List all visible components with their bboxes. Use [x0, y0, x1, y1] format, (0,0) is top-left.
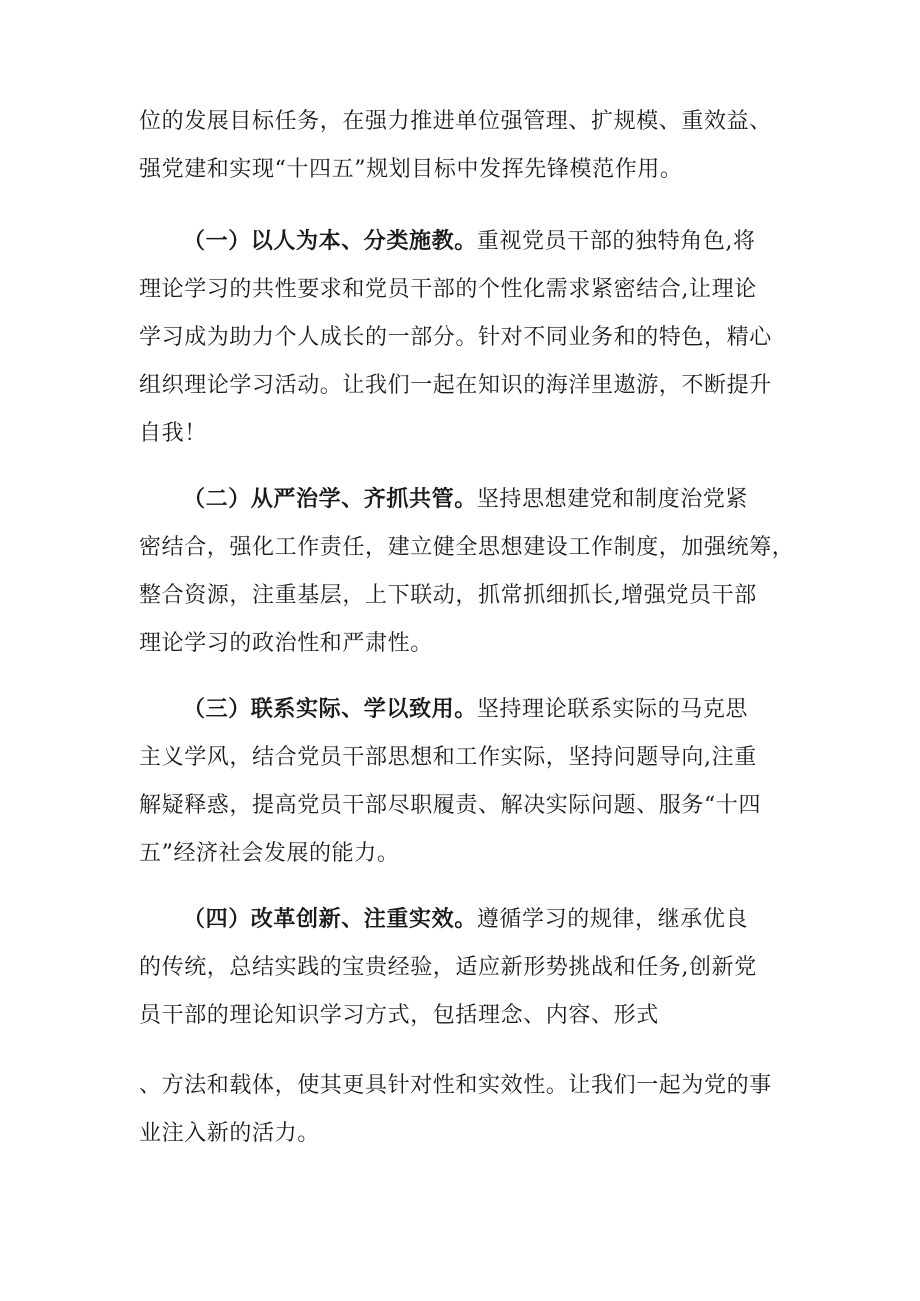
section-1-line-4: 组织理论学习活动。让我们一起在知识的海洋里遨游，不断提升	[139, 373, 772, 398]
section-1-line-5: 自我！	[139, 421, 207, 446]
section-3-line-3: 解疑释惑，提高党员干部尽职履责、解决实际问题、服务“十四	[139, 793, 762, 818]
intro-line-1: 位的发展目标任务，在强力推进单位强管理、扩规模、重效益、	[139, 109, 772, 134]
section-1-line-1: 重视党员干部的独特角色,将	[476, 229, 756, 254]
section-3-line-1: 坚持理论联系实际的马克思	[476, 697, 749, 722]
section-4-first-line	[183, 905, 799, 935]
section-2-heading: （二）从严治学、齐抓共管。	[183, 487, 477, 512]
section-1-line-2: 理论学习的共性要求和党员干部的个性化需求紧密结合,让理论	[139, 277, 757, 302]
intro-line-2: 强党建和实现“十四五”规划目标中发挥先锋模范作用。	[139, 157, 683, 182]
section-1-first-line	[183, 227, 799, 257]
section-1-heading: （一）以人为本、分类施教。	[183, 229, 477, 254]
section-1-line-3: 学习成为助力个人成长的一部分。针对不同业务和的特色，精心	[139, 325, 772, 350]
section-4-line-4: 、方法和载体，使其更具针对性和实效性。让我们一起为党的事	[139, 1073, 772, 1098]
section-4-line-1: 遵循学习的规律，继承优良	[476, 907, 749, 932]
section-4-line-2: 的传统，总结实践的宝贵经验，适应新形势挑战和任务,创新党	[139, 955, 757, 980]
section-4-line-5: 业注入新的活力。	[139, 1121, 320, 1146]
section-2-line-4: 理论学习的政治性和严肃性。	[139, 631, 433, 656]
section-2-line-3: 整合资源，注重基层，上下联动，抓常抓细抓长,增强党员干部	[139, 583, 757, 608]
section-4-line-3: 员干部的理论知识学习方式，包括理念、内容、形式	[139, 1003, 659, 1028]
section-2-first-line	[183, 485, 799, 515]
section-3-line-4: 五”经济社会发展的能力。	[139, 841, 400, 866]
section-2-line-2: 密结合，强化工作责任，建立健全思想建设工作制度，加强统筹，	[139, 535, 795, 560]
section-4-heading: （四）改革创新、注重实效。	[183, 907, 477, 932]
section-3-heading: （三）联系实际、学以致用。	[183, 697, 477, 722]
section-3-first-line	[183, 695, 799, 725]
section-3-line-2: 主义学风，结合党员干部思想和工作实际，坚持问题导向,注重	[139, 745, 757, 770]
section-2-line-1: 坚持思想建党和制度治党紧	[476, 487, 749, 512]
